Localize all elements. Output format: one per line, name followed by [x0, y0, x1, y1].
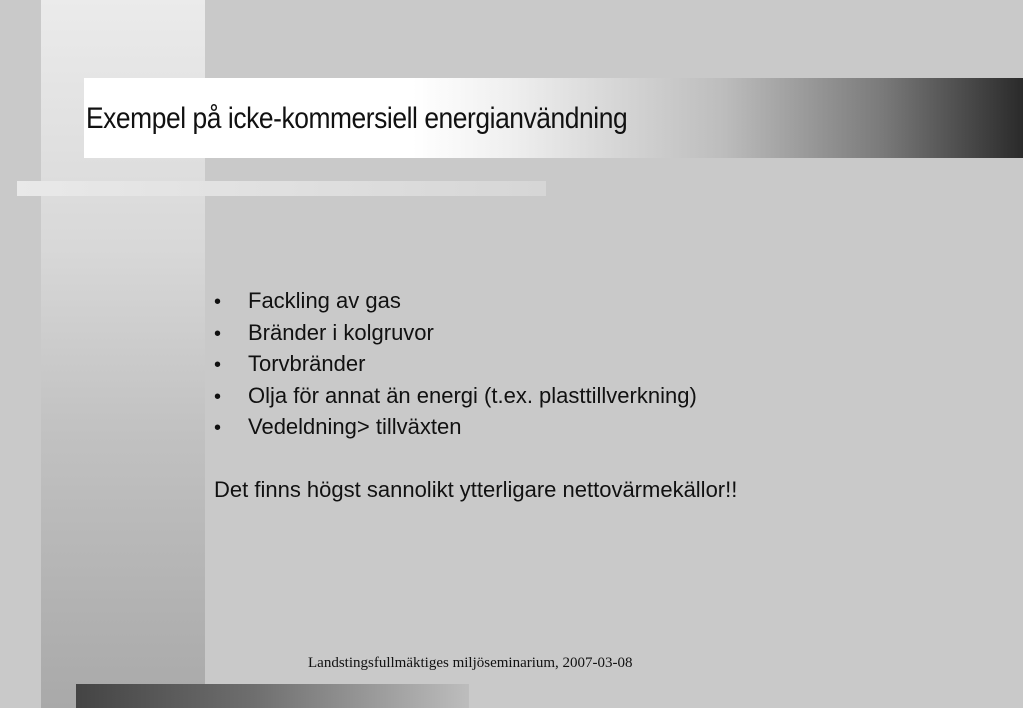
bullet-text: Fackling av gas [248, 288, 401, 313]
bullet-item [214, 380, 697, 412]
accent-bar [17, 181, 546, 196]
bullet-icon: • [214, 417, 222, 439]
bullet-icon: • [214, 385, 222, 408]
bullet-icon: • [214, 291, 222, 313]
bullet-text: Vedeldning> tillväxten [248, 414, 462, 439]
bullet-text: Bränder i kolgruvor [248, 319, 434, 345]
closing-statement: Det finns högst sannolikt ytterligare nettovärmekällor!! [214, 477, 738, 502]
bullet-list [214, 285, 697, 443]
bullet-item [214, 317, 697, 349]
bullet-item [214, 285, 697, 317]
bullet-icon: • [214, 322, 222, 345]
bottom-accent-bar [76, 684, 469, 708]
bullet-icon: • [214, 354, 222, 376]
bullet-text: Torvbränder [248, 351, 366, 376]
bullet-text: Olja för annat än energi (t.ex. plasttillverkning) [248, 382, 697, 408]
slide-footer: Landstingsfullmäktiges miljöseminarium, 2007-03-08 [308, 655, 633, 671]
bullet-item [214, 411, 697, 443]
slide-title: Exempel på icke-kommersiell energianvändning [86, 102, 628, 135]
bullet-item [214, 348, 697, 380]
